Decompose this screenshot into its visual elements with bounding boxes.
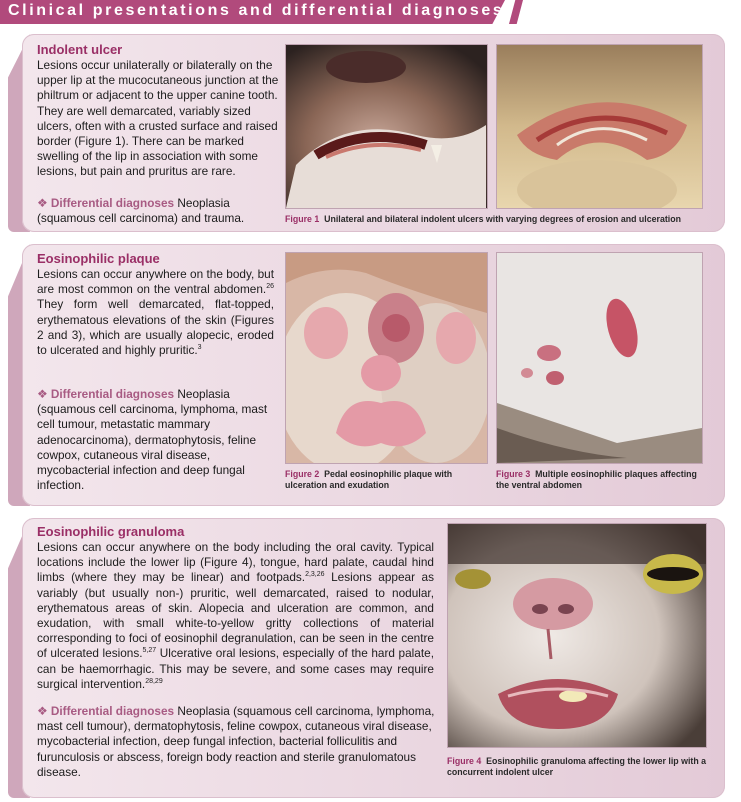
reference-superscript: 26 <box>266 283 274 291</box>
caption-text: Pedal eosinophilic plaque with ulceration and exudation <box>285 469 453 490</box>
caption-number: Figure 2 <box>285 469 320 479</box>
caption-text: Eosinophilic granuloma affecting the lower lip with a concurrent indolent ulcer <box>447 756 707 777</box>
diamond-bullet-icon: ❖ <box>37 196 48 210</box>
caption-number: Figure 4 <box>447 756 482 766</box>
body-text: Lesions appear as variably (but usually non-) pruritic, well demarcated, raised to nodular, erythematous areas of skin. Alopecia and ulceration are common, and exudation, with small white-to-yellow gritty collections of material corresponding to foci of eosinophil degranulation, can be seen in the centre of ulcerated lesions. <box>37 570 434 661</box>
figure-1a-image <box>285 44 488 209</box>
diamond-bullet-icon: ❖ <box>37 387 48 401</box>
reference-superscript: 28,29 <box>145 677 163 685</box>
differential-label: Differential diagnoses <box>50 704 175 718</box>
body-text: Lesions can occur anywhere on the body, but are most common on the ventral abdomen. <box>37 267 274 297</box>
figure-3-image <box>496 252 703 464</box>
figure-4-image <box>447 523 707 748</box>
body-text: Lesions can occur anywhere on the body including the oral cavity. Typical locations include the lower lip (Figure 4), tongue, hard palate, caudal hind limbs (where they may be linear) and footpads. <box>37 540 434 585</box>
reference-superscript: 2,3,26 <box>305 571 325 579</box>
figure-1b-image <box>496 44 703 209</box>
heading-indolent-ulcer: Indolent ulcer <box>37 42 123 57</box>
differential-label: Differential diagnoses <box>50 387 175 401</box>
reference-superscript: 3 <box>197 344 202 352</box>
body-text: Ulcerative oral lesions, especially of the hard palate, can be haemorrhagic. This may be severe, and some cases may require surgical intervention. <box>37 646 434 691</box>
differential-text: Neoplasia (squamous cell carcinoma, lymphoma, mast cell tumour, metastatic mammary adenocarcinoma), dermatophytosis, feline cowpox, cutaneous viral disease, mycobacterial infection and deep fungal infection. <box>37 387 268 493</box>
differential-eosinophilic-granuloma <box>37 704 437 780</box>
section-banner <box>0 0 741 24</box>
caption-figure-2 <box>285 469 485 491</box>
differential-eosinophilic-plaque <box>37 387 277 493</box>
figure-2-image <box>285 252 488 464</box>
body-text: They form well demarcated, flat-topped, erythematous elevations of the skin (Figures 2 and 3), which are usually alopecic, eroded to ulcerated and highly pruritic. <box>37 297 274 358</box>
differential-indolent-ulcer <box>37 196 280 226</box>
banner-title: Clinical presentations and differential diagnoses <box>8 2 505 19</box>
differential-text: Neoplasia (squamous cell carcinoma) and trauma. <box>37 196 245 226</box>
caption-text: Multiple eosinophilic plaques affecting the ventral abdomen <box>496 469 697 490</box>
heading-eosinophilic-granuloma: Eosinophilic granuloma <box>37 524 185 539</box>
banner-slash-decoration <box>509 0 523 24</box>
caption-figure-4 <box>447 756 709 778</box>
heading-eosinophilic-plaque: Eosinophilic plaque <box>37 251 160 266</box>
differential-label: Differential diagnoses <box>50 196 175 210</box>
caption-figure-1 <box>285 214 705 225</box>
reference-superscript: 5,27 <box>142 647 157 655</box>
diamond-bullet-icon: ❖ <box>37 704 48 718</box>
caption-figure-3 <box>496 469 701 491</box>
caption-text: Unilateral and bilateral indolent ulcers with varying degrees of erosion and ulceration <box>324 214 681 224</box>
body-eosinophilic-plaque <box>37 267 274 358</box>
caption-number: Figure 1 <box>285 214 320 224</box>
differential-text: Neoplasia (squamous cell carcinoma, lymphoma, mast cell tumour), dermatophytosis, feline cowpox, cutaneous viral disease, mycobacterial infection, deep fungal infection, bacterial folliculitis and furunculosis or abscess, foreign body reaction and sterile granulomatous disease. <box>37 704 435 779</box>
body-eosinophilic-granuloma <box>37 540 434 692</box>
body-indolent-ulcer: Lesions occur unilaterally or bilaterally on the upper lip at the mucocutaneous junction at the philtrum or adjacent to the upper canine tooth. They are well demarcated, variably sized ulcers, often with a crusted surface and raised border (Figure 1). There can be marked swelling of the lip in association with some lesions, but pain and pruritus are rare. <box>37 58 279 179</box>
caption-number: Figure 3 <box>496 469 531 479</box>
